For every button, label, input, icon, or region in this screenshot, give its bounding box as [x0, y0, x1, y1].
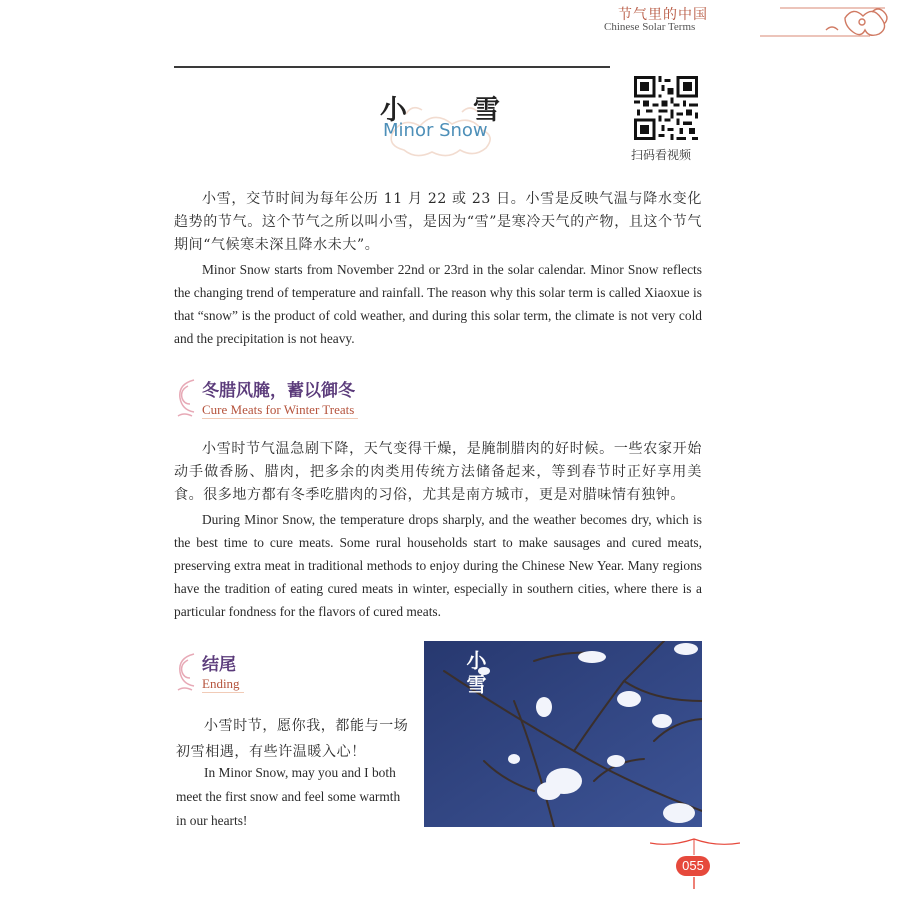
section2-paragraph-cn: 小雪时节，愿你我，都能与一场初雪相遇，有些许温暖入心！ [176, 718, 409, 760]
section1-title-en: Cure Meats for Winter Treats [202, 402, 358, 419]
top-divider [174, 66, 610, 68]
header-book-title-cn: 节气里的中国 [618, 7, 708, 23]
section1-paragraph-cn: 小雪时节气温急剧下降，天气变得干燥，是腌制腊肉的好时候。一些农家开始动手做香肠、腊肉，把多余的肉类用传统方法储备起来，等到春节时正好享用美食。很多地方都有冬季吃腊肉的习俗，尤其是南方城市，更是对腊味情有独钟。 [174, 441, 702, 503]
section1-title-cn: 冬腊风腌，蓄以御冬 [202, 381, 355, 401]
swirl-ornament-icon [172, 650, 202, 696]
qr-caption: 扫码看视频 [631, 148, 692, 162]
section2-title-en: Ending [202, 676, 244, 693]
header-book-title-en: Chinese Solar Terms [604, 21, 696, 33]
title-char-1: 小 [380, 95, 407, 126]
page-number: 055 [676, 856, 710, 876]
page-title-en: Minor Snow [383, 120, 488, 141]
swirl-ornament-icon [172, 376, 202, 422]
section1-paragraph-en: During Minor Snow, the temperature drops sharply, and the weather becomes dry, which is the best time to cure meats. Some rural households start to make sausages and cured meats, preserving extra meat in traditional methods to enjoy during the Chinese New Year. Many regions have the tradition of eating cured meats in winter, especially in southern cities, where there is a particular fondness for the flavors of cured meats. [174, 512, 702, 619]
section2-paragraph-en: In Minor Snow, may you and I both meet the first snow and feel some warmth in our hearts! [176, 765, 401, 828]
qr-code[interactable] [634, 76, 698, 140]
photo-caption: 小雪 [463, 650, 487, 698]
section2-title-cn: 结尾 [202, 655, 236, 675]
intro-paragraph-en: Minor Snow starts from November 22nd or 23rd in the solar calendar. Minor Snow reflects the changing trend of temperature and rainfall. The reason why this solar term is called Xiaoxue is that “snow” is the product of cold weather, and during this solar term, the climate is not very cold and the precipitation is not heavy. [174, 262, 702, 346]
intro-paragraph-cn: 小雪，交节时间为每年公历 11 月 22 或 23 日。小雪是反映气温与降水变化趋势的节气。这个节气之所以叫小雪，是因为“雪”是寒冷天气的产物，且这个节气期间“气候寒未深且降水未大”。 [174, 191, 702, 253]
title-char-2: 雪 [473, 95, 500, 126]
